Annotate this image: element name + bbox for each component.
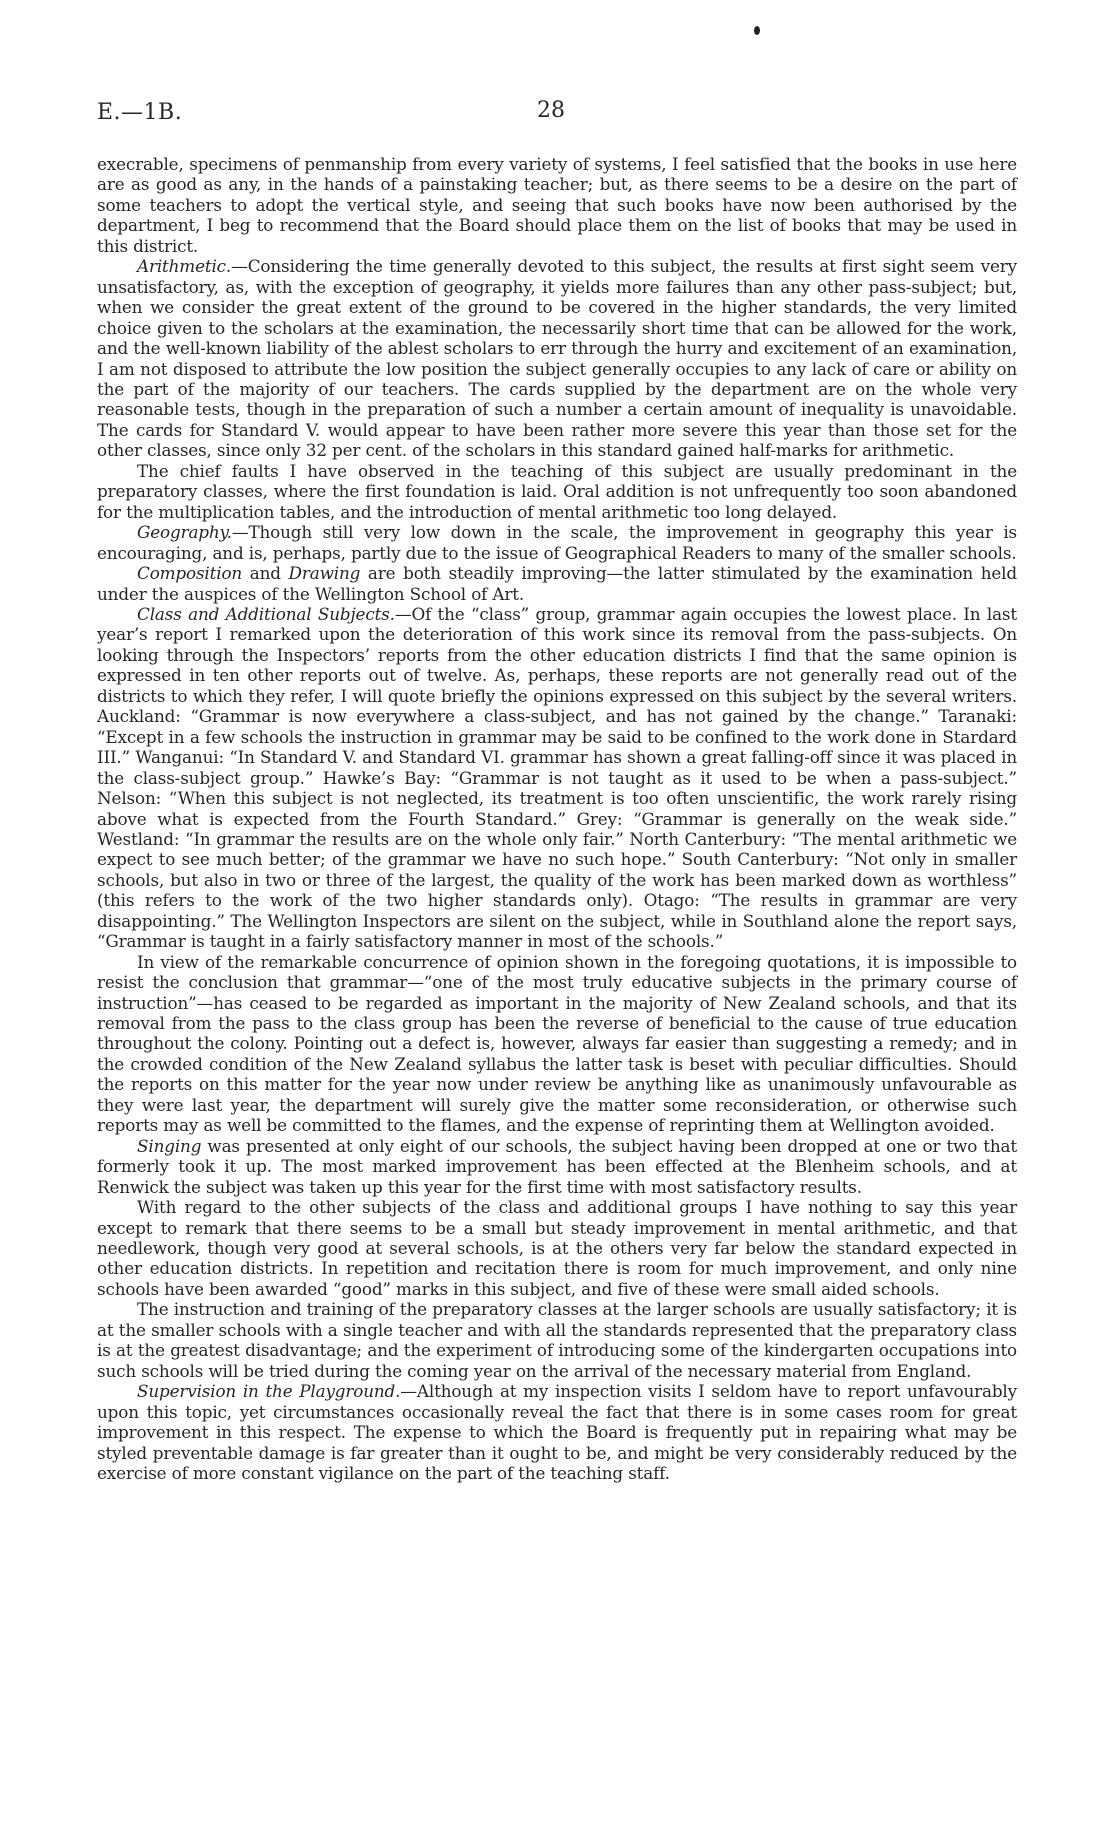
paragraph-continuation xyxy=(97,154,1017,256)
paragraph-heading: Singing xyxy=(137,1135,202,1156)
ink-dot xyxy=(754,26,760,35)
paragraph-other-subjects xyxy=(97,1197,1017,1299)
paragraph-playground-supervision xyxy=(97,1381,1017,1483)
paragraph-text: —Of the “class” group, grammar again occupies the lowest place. In last year’s report I remarked upon the deterioration of this work since its removal from the pass-subjects. On looking through the Inspectors’ reports from the other education districts I find that the same opinion is expressed in ten other reports out of twelve. As, perhaps, these reports are not generally read out of the districts to which they refer, I will quote briefly the opinions expressed on this subject by the several writers. Auckland: “Grammar is now everywhere a class-subject, and has not gained by the change.” Taranaki: “Except in a few schools the instruction in grammar may be said to be confined to the work done in Stardard III.” Wanganui: “In Standard V. and Standard VI. grammar has shown a great falling-off since it was placed in the class-subject group.” Hawke’s Bay: “Grammar is not taught as it used to be when a pass-subject.” Nelson: “When this subject is not neglected, its treatment is too often unscientific, the work rarely rising above what is expected from the Fourth Standard.” Grey: “Grammar is generally on the weak side.” Westland: “In grammar the results are on the whole only fair.” North Canterbury: “The mental arithmetic we expect to see much better; of the grammar we have no such hope.” South Canterbury: “Not only in smaller schools, but also in two or three of the largest, the quality of the work has been marked down as worthless” (this refers to the work of the two higher standards only). Otago: “The results in grammar are very disappointing.” The Wellington Inspectors are silent on the subject, while in Southland alone the report says, “Grammar is taught in a fairly satisfactory manner in most of the schools.” xyxy=(97,603,1017,952)
paragraph-text: In view of the remarkable concurrence of opinion shown in the foregoing quotations, it is impossible to resist the conclusion that grammar—“one of the most truly educative subjects in the primary course of instruction”—has ceased to be regarded as important in the majority of New Zealand schools, and that its removal from the pass to the class group has been the reverse of beneficial to the cause of true education throughout the colony. Pointing out a defect is, however, always far easier than suggesting a remedy; and in the crowded condition of the New Zealand syllabus the latter task is beset with peculiar difficulties. Should the reports on this matter for the year now under review be anything like as unanimously unfavourable as they were last year, the department will surely give the matter some reconsideration, or otherwise such reports may as well be committed to the flames, and the expense of reprinting them at Wellington avoided. xyxy=(97,951,1017,1136)
paragraph-composition-drawing xyxy=(97,563,1017,604)
paragraph-heading: Arithmetic. xyxy=(137,256,232,277)
paragraph-heading: Composition xyxy=(137,563,243,584)
paragraph-preparatory-classes xyxy=(97,1299,1017,1381)
paragraph-arithmetic xyxy=(97,256,1017,461)
paragraph-text: The chief faults I have observed in the teaching of this subject are usually predominant in the preparatory classes, where the first foundation is laid. Oral addition is not unfrequently too soon abandoned for the multiplication tables, and the introduction of mental arithmetic too long delayed. xyxy=(97,460,1017,522)
paragraph-text: execrable, specimens of penmanship from every variety of systems, I feel satisfied that the books in use here are as good as any, in the hands of a painstaking teacher; but, as there seems to be a desire on the part of some teachers to adopt the vertical style, and seeing that such books have now been authorised by the department, I beg to recommend that the Board should place them on the list of books that may be used in this district. xyxy=(97,154,1017,256)
paragraph-arithmetic-faults xyxy=(97,461,1017,522)
paragraph-singing xyxy=(97,1136,1017,1197)
paragraph-heading: Class and Additional Subjects. xyxy=(137,603,395,624)
page-number: 28 xyxy=(537,98,565,123)
paragraph-text: was presented at only eight of our schools, the subject having been dropped at one or two that formerly took it up. The most marked improvement has been effected at the Blenheim schools, and at Renwick the subject was taken up this year for the first time with most satisfactory results. xyxy=(97,1135,1017,1197)
paragraph-text: The instruction and training of the preparatory classes at the larger schools are usually satisfactory; it is at the smaller schools with a single teacher and with all the standards represented that the preparatory class is at the greatest disadvantage; and the experiment of introducing some of the kindergarten occupations into such schools will be tried during the coming year on the arrival of the necessary material from England. xyxy=(97,1299,1017,1381)
paragraph-grammar-conclusion xyxy=(97,952,1017,1136)
body-text xyxy=(97,154,1017,1483)
document-reference: E.—1B. xyxy=(97,100,183,125)
paragraph-text: —Although at my inspection visits I seldom have to report unfavourably upon this topic, yet circumstances occasionally reveal the fact that there is in some cases room for great improvement in this respect. The expense to which the Board is frequently put in repairing what may be styled preventable damage is far greater than it ought to be, and might be very considerably reduced by the exercise of more constant vigilance on the part of the teaching staff. xyxy=(97,1381,1017,1483)
paragraph-geography xyxy=(97,522,1017,563)
paragraph-class-subjects xyxy=(97,604,1017,952)
paragraph-connector: and xyxy=(242,563,289,584)
page-header xyxy=(97,98,1017,128)
paragraph-text: With regard to the other subjects of the class and additional groups I have nothing to say this year except to remark that there seems to be a small but steady improvement in mental arithmetic, and that needlework, though very good at several schools, is at the others very far below the standard expected in other education districts. In repetition and recitation there is room for much improvement, and only nine schools have been awarded “good” marks in this subject, and five of these were small aided schools. xyxy=(97,1197,1017,1299)
paragraph-text: are both steadily improving—the latter stimulated by the examination held under the auspices of the Wellington School of Art. xyxy=(97,563,1017,604)
paragraph-text: —Considering the time generally devoted to this subject, the results at first sight seem very unsatisfactory, as, with the exception of geography, it yields more failures than any other pass-subject; but, when we consider the great extent of the ground to be covered in the higher standards, the very limited choice given to the scholars at the examination, the necessarily short time that can be allowed for the work, and the well-known liability of the ablest scholars to err through the hurry and excitement of an examination, I am not disposed to attribute the low position the subject generally occupies to any lack of care or ability on the part of the majority of our teachers. The cards supplied by the department are on the whole very reasonable tests, though in the preparation of such a number a certain amount of inequality is unavoidable. The cards for Standard V. would appear to have been rather more severe this year than those set for the other classes, since only 32 per cent. of the scholars in this standard gained half-marks for arithmetic. xyxy=(97,256,1017,461)
paragraph-text: —Though still very low down in the scale, the improvement in geography this year is encouraging, and is, perhaps, partly due to the issue of Geographical Readers to many of the smaller schools. xyxy=(97,522,1017,563)
paragraph-heading: Supervision in the Playground. xyxy=(137,1381,401,1402)
paragraph-heading-secondary: Drawing xyxy=(288,563,361,584)
paragraph-heading: Geography. xyxy=(137,522,232,543)
document-page xyxy=(97,0,1017,1830)
